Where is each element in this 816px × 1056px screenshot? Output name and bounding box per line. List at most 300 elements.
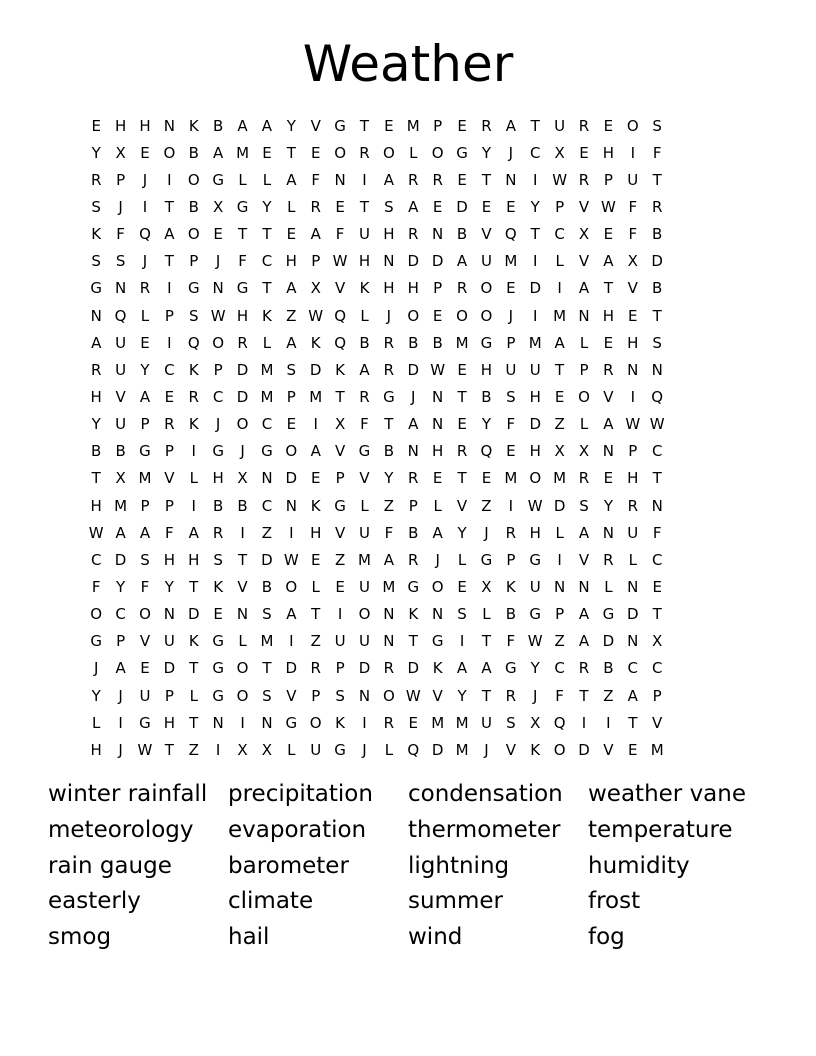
- grid-letter: Q: [553, 713, 566, 732]
- grid-letter: K: [408, 605, 419, 624]
- grid-letter: O: [578, 387, 590, 406]
- grid-letter: W: [527, 632, 543, 651]
- grid-letter: V: [359, 469, 370, 488]
- grid-letter: J: [240, 442, 245, 461]
- grid-row: [84, 302, 736, 329]
- grid-letter: V: [456, 496, 468, 515]
- grid-letter: Q: [139, 225, 151, 244]
- grid-row: [84, 221, 736, 248]
- grid-letter: A: [578, 632, 590, 651]
- grid-letter: G: [90, 632, 102, 651]
- grid-letter: B: [652, 225, 663, 244]
- grid-letter: H: [358, 252, 371, 271]
- grid-letter: A: [139, 523, 151, 542]
- grid-letter: A: [286, 605, 297, 624]
- grid-letter: T: [262, 279, 272, 298]
- grid-letter: S: [506, 713, 516, 732]
- grid-letter: X: [578, 225, 590, 244]
- grid-letter: I: [142, 197, 148, 216]
- grid-letter: C: [651, 550, 663, 569]
- grid-letter: P: [189, 252, 199, 271]
- grid-letter: O: [212, 333, 225, 352]
- grid-letter: R: [603, 550, 614, 569]
- grid-letter: B: [213, 116, 224, 135]
- grid-letter: U: [115, 360, 127, 379]
- grid-letter: H: [139, 116, 151, 135]
- word-list-item: fog: [588, 924, 625, 951]
- grid-letter: D: [553, 496, 566, 515]
- grid-letter: I: [533, 170, 538, 189]
- grid-letter: R: [603, 360, 614, 379]
- grid-letter: O: [309, 713, 322, 732]
- grid-letter: G: [212, 442, 224, 461]
- grid-letter: E: [408, 713, 419, 732]
- grid-letter: I: [240, 523, 245, 542]
- grid-letter: X: [237, 469, 248, 488]
- grid-letter: L: [555, 523, 564, 542]
- grid-letter: T: [652, 306, 662, 325]
- grid-letter: M: [553, 306, 567, 325]
- grid-letter: O: [382, 686, 395, 705]
- grid-letter: E: [213, 605, 223, 624]
- grid-letter: I: [630, 387, 635, 406]
- grid-letter: N: [505, 170, 517, 189]
- grid-letter: I: [191, 496, 196, 515]
- grid-letter: Q: [504, 225, 517, 244]
- grid-letter: D: [261, 550, 273, 569]
- grid-letter: F: [652, 143, 662, 162]
- grid-letter: I: [630, 143, 635, 162]
- grid-letter: T: [189, 659, 199, 678]
- word-list-item: weather vane: [588, 781, 747, 807]
- grid-letter: U: [359, 632, 370, 651]
- grid-letter: L: [238, 632, 247, 651]
- grid-letter: M: [455, 333, 469, 352]
- grid-letter: E: [506, 279, 516, 298]
- word-list-item: lightning: [408, 852, 510, 879]
- grid-letter: H: [529, 523, 541, 542]
- grid-row: [84, 709, 736, 736]
- grid-letter: S: [579, 496, 589, 515]
- grid-letter: M: [650, 740, 664, 759]
- word-list-item: thermometer: [408, 816, 561, 843]
- grid-letter: T: [359, 197, 370, 216]
- grid-letter: R: [408, 469, 419, 488]
- grid-letter: W: [308, 306, 324, 325]
- grid-letter: P: [164, 686, 174, 705]
- grid-letter: T: [530, 225, 540, 244]
- grid-letter: M: [382, 577, 396, 596]
- grid-letter: Q: [480, 442, 493, 461]
- grid-letter: Y: [91, 686, 101, 705]
- grid-letter: H: [212, 469, 224, 488]
- word-list-item: climate: [228, 888, 314, 915]
- grid-letter: L: [384, 740, 394, 759]
- grid-letter: F: [116, 225, 125, 244]
- grid-letter: E: [603, 333, 614, 352]
- grid-letter: O: [456, 306, 468, 325]
- grid-letter: I: [459, 632, 465, 651]
- grid-letter: J: [362, 740, 367, 759]
- grid-letter: P: [116, 170, 126, 189]
- grid-letter: Y: [91, 415, 101, 434]
- grid-letter: F: [91, 577, 101, 596]
- grid-letter: Y: [530, 197, 540, 216]
- grid-letter: G: [236, 279, 249, 298]
- grid-letter: N: [163, 605, 175, 624]
- grid-letter: D: [578, 740, 590, 759]
- grid-letter: P: [335, 469, 345, 488]
- grid-letter: V: [578, 252, 590, 271]
- grid-letter: W: [552, 170, 568, 189]
- grid-letter: N: [554, 577, 566, 596]
- grid-letter: Z: [334, 550, 346, 569]
- grid-letter: V: [286, 686, 297, 705]
- grid-letter: X: [115, 143, 126, 162]
- grid-letter: E: [286, 415, 297, 434]
- grid-row: [84, 411, 736, 438]
- grid-letter: S: [140, 550, 150, 569]
- grid-letter: A: [578, 279, 590, 298]
- grid-letter: C: [651, 442, 663, 461]
- grid-letter: Q: [334, 306, 346, 325]
- grid-letter: S: [115, 252, 126, 271]
- grid-letter: S: [335, 686, 345, 705]
- grid-letter: X: [578, 442, 590, 461]
- grid-letter: H: [602, 306, 615, 325]
- grid-letter: T: [481, 632, 492, 651]
- grid-letter: K: [262, 306, 272, 325]
- grid-letter: T: [262, 225, 272, 244]
- grid-letter: K: [188, 116, 199, 135]
- grid-letter: K: [335, 360, 346, 379]
- grid-letter: I: [191, 442, 196, 461]
- grid-letter: Y: [481, 415, 492, 434]
- grid-letter: L: [189, 469, 198, 488]
- grid-letter: D: [627, 605, 639, 624]
- grid-letter: N: [602, 442, 615, 461]
- grid-letter: V: [603, 387, 614, 406]
- grid-letter: V: [139, 632, 151, 651]
- grid-letter: X: [115, 469, 126, 488]
- grid-letter: N: [627, 632, 639, 651]
- grid-letter: O: [236, 686, 249, 705]
- grid-row: [84, 275, 736, 302]
- grid-letter: Z: [261, 523, 273, 542]
- grid-letter: Z: [286, 306, 297, 325]
- grid-letter: S: [262, 686, 272, 705]
- grid-letter: A: [578, 605, 590, 624]
- grid-letter: U: [529, 577, 541, 596]
- grid-letter: T: [579, 686, 589, 705]
- grid-letter: E: [603, 116, 614, 135]
- grid-letter: L: [433, 496, 442, 515]
- grid-letter: X: [481, 577, 492, 596]
- grid-letter: R: [578, 116, 590, 135]
- grid-letter: D: [114, 550, 127, 569]
- grid-letter: P: [408, 496, 418, 515]
- grid-letter: R: [90, 360, 102, 379]
- grid-letter: A: [213, 143, 224, 162]
- grid-letter: B: [603, 659, 614, 678]
- grid-letter: C: [651, 659, 663, 678]
- grid-letter: E: [213, 225, 223, 244]
- grid-letter: W: [88, 523, 104, 542]
- grid-letter: I: [313, 415, 318, 434]
- grid-letter: H: [529, 442, 541, 461]
- grid-letter: I: [167, 333, 172, 352]
- grid-letter: P: [116, 632, 126, 651]
- grid-letter: P: [603, 170, 613, 189]
- grid-letter: H: [627, 333, 639, 352]
- grid-letter: B: [115, 442, 126, 461]
- grid-letter: R: [310, 197, 321, 216]
- grid-letter: P: [555, 605, 565, 624]
- grid-letter: X: [334, 415, 346, 434]
- grid-letter: S: [457, 605, 467, 624]
- grid-letter: C: [164, 360, 175, 379]
- grid-letter: W: [210, 306, 226, 325]
- word-list-item: temperature: [588, 816, 733, 843]
- grid-letter: W: [405, 686, 421, 705]
- grid-letter: F: [506, 632, 516, 651]
- grid-letter: F: [555, 686, 564, 705]
- grid-letter: U: [163, 632, 175, 651]
- grid-letter: M: [455, 740, 469, 759]
- grid-letter: V: [164, 469, 175, 488]
- grid-letter: W: [527, 496, 543, 515]
- grid-letter: J: [411, 387, 416, 406]
- grid-letter: W: [649, 415, 665, 434]
- grid-letter: T: [555, 360, 565, 379]
- grid-letter: K: [432, 659, 443, 678]
- grid-letter: V: [237, 577, 248, 596]
- grid-letter: N: [114, 279, 127, 298]
- grid-letter: J: [484, 740, 489, 759]
- grid-letter: X: [310, 279, 321, 298]
- grid-letter: M: [553, 469, 567, 488]
- grid-letter: E: [164, 387, 175, 406]
- grid-letter: Z: [554, 632, 565, 651]
- grid-letter: T: [408, 632, 418, 651]
- grid-letter: E: [628, 740, 638, 759]
- grid-letter: O: [187, 170, 200, 189]
- grid-letter: V: [603, 740, 614, 759]
- grid-letter: U: [139, 686, 151, 705]
- grid-letter: T: [237, 550, 248, 569]
- grid-letter: R: [212, 523, 224, 542]
- grid-letter: B: [213, 496, 224, 515]
- grid-letter: C: [554, 659, 565, 678]
- grid-letter: H: [285, 252, 297, 271]
- grid-letter: G: [261, 442, 273, 461]
- grid-letter: I: [533, 252, 538, 271]
- grid-letter: B: [237, 496, 248, 515]
- grid-letter: N: [578, 577, 590, 596]
- grid-letter: A: [383, 550, 395, 569]
- grid-letter: B: [432, 333, 443, 352]
- grid-letter: E: [603, 225, 614, 244]
- grid-letter: P: [164, 306, 174, 325]
- grid-letter: M: [504, 252, 518, 271]
- grid-letter: A: [237, 116, 248, 135]
- grid-letter: O: [480, 306, 493, 325]
- grid-letter: I: [533, 306, 538, 325]
- grid-letter: A: [432, 523, 443, 542]
- grid-letter: V: [505, 740, 516, 759]
- grid-letter: B: [456, 225, 468, 244]
- grid-letter: H: [383, 225, 395, 244]
- grid-letter: P: [652, 686, 662, 705]
- grid-letter: G: [334, 496, 346, 515]
- grid-letter: Y: [164, 577, 174, 596]
- grid-letter: G: [358, 442, 371, 461]
- grid-letter: N: [578, 306, 590, 325]
- grid-letter: D: [651, 252, 663, 271]
- grid-letter: T: [384, 415, 394, 434]
- grid-letter: R: [383, 659, 395, 678]
- grid-letter: Z: [188, 740, 199, 759]
- grid-letter: G: [212, 170, 224, 189]
- grid-letter: T: [189, 713, 199, 732]
- grid-letter: S: [384, 197, 394, 216]
- grid-letter: W: [430, 360, 446, 379]
- grid-letter: P: [579, 360, 589, 379]
- grid-letter: H: [90, 740, 102, 759]
- grid-letter: I: [337, 605, 343, 624]
- grid-letter: K: [188, 360, 199, 379]
- grid-letter: E: [432, 469, 443, 488]
- grid-letter: A: [383, 170, 395, 189]
- grid-letter: C: [115, 605, 126, 624]
- grid-letter: J: [508, 143, 514, 162]
- grid-letter: I: [215, 740, 221, 759]
- grid-letter: H: [114, 116, 127, 135]
- grid-letter: M: [236, 143, 250, 162]
- grid-row: [84, 546, 736, 573]
- grid-letter: R: [481, 116, 492, 135]
- grid-letter: I: [557, 550, 562, 569]
- grid-letter: K: [505, 577, 516, 596]
- grid-letter: S: [91, 197, 101, 216]
- grid-letter: R: [456, 442, 468, 461]
- grid-letter: K: [188, 632, 199, 651]
- grid-letter: A: [310, 442, 321, 461]
- grid-letter: P: [433, 116, 443, 135]
- grid-letter: L: [92, 713, 101, 732]
- grid-letter: U: [359, 577, 370, 596]
- grid-letter: I: [557, 279, 562, 298]
- grid-letter: P: [140, 415, 150, 434]
- grid-letter: L: [287, 197, 296, 216]
- grid-letter: A: [408, 197, 419, 216]
- grid-letter: R: [432, 170, 443, 189]
- grid-letter: E: [384, 116, 394, 135]
- grid-letter: T: [91, 469, 101, 488]
- grid-letter: W: [600, 197, 616, 216]
- grid-letter: E: [310, 550, 321, 569]
- grid-letter: P: [311, 252, 321, 271]
- grid-letter: D: [309, 360, 322, 379]
- grid-letter: F: [628, 197, 638, 216]
- grid-letter: C: [261, 415, 273, 434]
- grid-letter: M: [358, 550, 371, 569]
- grid-letter: C: [554, 225, 565, 244]
- grid-letter: T: [481, 170, 492, 189]
- grid-letter: M: [528, 333, 542, 352]
- grid-letter: P: [335, 659, 345, 678]
- grid-letter: O: [431, 143, 444, 162]
- grid-letter: E: [481, 197, 492, 216]
- grid-letter: W: [332, 252, 348, 271]
- grid-letter: A: [91, 333, 102, 352]
- grid-letter: N: [651, 360, 663, 379]
- grid-letter: L: [579, 415, 589, 434]
- grid-letter: R: [408, 550, 419, 569]
- grid-letter: W: [625, 415, 641, 434]
- grid-letter: R: [651, 197, 663, 216]
- word-list: [48, 777, 788, 956]
- grid-letter: Y: [457, 686, 467, 705]
- grid-letter: Z: [554, 415, 565, 434]
- grid-letter: E: [140, 659, 150, 678]
- grid-letter: R: [505, 523, 517, 542]
- grid-letter: B: [505, 605, 516, 624]
- grid-letter: E: [457, 577, 467, 596]
- grid-letter: S: [286, 360, 297, 379]
- grid-letter: C: [212, 387, 224, 406]
- grid-letter: G: [456, 143, 468, 162]
- grid-letter: P: [286, 387, 296, 406]
- grid-letter: X: [530, 713, 541, 732]
- grid-letter: N: [334, 170, 346, 189]
- grid-letter: J: [435, 550, 440, 569]
- grid-letter: E: [603, 469, 614, 488]
- grid-letter: Q: [407, 740, 420, 759]
- grid-letter: L: [262, 333, 272, 352]
- grid-letter: U: [627, 170, 639, 189]
- grid-letter: E: [335, 577, 345, 596]
- grid-letter: O: [480, 279, 493, 298]
- grid-letter: Y: [384, 469, 394, 488]
- grid-letter: J: [508, 306, 514, 325]
- grid-letter: L: [360, 306, 369, 325]
- grid-letter: J: [118, 740, 123, 759]
- grid-letter: E: [506, 197, 516, 216]
- grid-letter: H: [188, 550, 200, 569]
- grid-letter: D: [407, 360, 420, 379]
- grid-letter: S: [188, 306, 199, 325]
- grid-letter: O: [382, 143, 395, 162]
- grid-letter: D: [431, 252, 444, 271]
- grid-letter: E: [286, 225, 297, 244]
- grid-letter: H: [529, 387, 541, 406]
- grid-letter: G: [334, 116, 346, 135]
- grid-letter: G: [480, 333, 493, 352]
- grid-letter: B: [652, 279, 663, 298]
- grid-letter: N: [212, 713, 224, 732]
- grid-letter: M: [504, 469, 518, 488]
- grid-letter: P: [164, 442, 174, 461]
- grid-row: [84, 139, 736, 166]
- word-list-item: barometer: [228, 852, 349, 879]
- grid-letter: R: [578, 659, 590, 678]
- word-list-item: condensation: [408, 781, 563, 807]
- grid-letter: E: [506, 442, 516, 461]
- grid-letter: S: [652, 333, 662, 352]
- grid-letter: R: [408, 170, 419, 189]
- word-list-item: easterly: [48, 888, 141, 915]
